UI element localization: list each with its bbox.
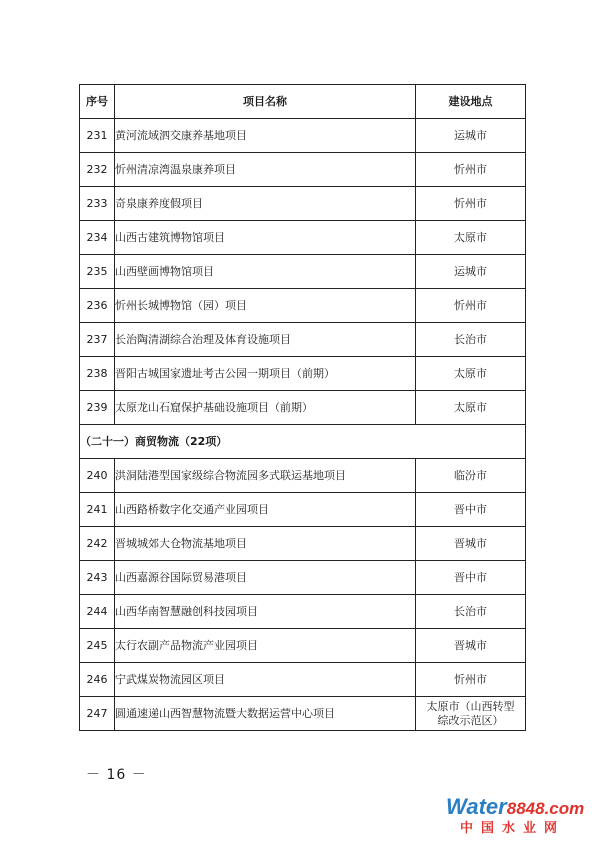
row-num: 247 — [80, 697, 115, 731]
table-body-a — [80, 119, 526, 425]
row-name: 洪洞陆港型国家级综合物流园多式联运基地项目 — [115, 459, 416, 493]
row-location: 运城市 — [416, 255, 526, 289]
row-location: 长治市 — [416, 595, 526, 629]
row-name: 太行农副产品物流产业园项目 — [115, 629, 416, 663]
row-location: 晋中市 — [416, 493, 526, 527]
project-table — [79, 84, 526, 731]
table-row — [80, 153, 526, 187]
watermark-brand-suffix: .com — [544, 799, 585, 818]
table-row — [80, 391, 526, 425]
row-name: 山西路桥数字化交通产业园项目 — [115, 493, 416, 527]
row-location: 临汾市 — [416, 459, 526, 493]
row-location: 运城市 — [416, 119, 526, 153]
table-header-row — [80, 85, 526, 119]
row-location: 忻州市 — [416, 289, 526, 323]
watermark-logo — [446, 796, 586, 842]
row-num: 243 — [80, 561, 115, 595]
table-row — [80, 323, 526, 357]
row-num: 244 — [80, 595, 115, 629]
row-name: 山西华南智慧融创科技园项目 — [115, 595, 416, 629]
row-num: 239 — [80, 391, 115, 425]
row-name: 忻州清凉湾温泉康养项目 — [115, 153, 416, 187]
section-body — [80, 425, 526, 459]
row-num: 232 — [80, 153, 115, 187]
row-name: 长治陶清湖综合治理及体育设施项目 — [115, 323, 416, 357]
table-row — [80, 527, 526, 561]
table-row — [80, 663, 526, 697]
table-row — [80, 255, 526, 289]
row-location: 晋中市 — [416, 561, 526, 595]
row-num: 240 — [80, 459, 115, 493]
row-num: 242 — [80, 527, 115, 561]
section-title: （二十一）商贸物流（22项） — [80, 425, 526, 459]
header-name: 项目名称 — [115, 85, 416, 119]
table-row — [80, 561, 526, 595]
header-location: 建设地点 — [416, 85, 526, 119]
table-row — [80, 595, 526, 629]
page-number: － 16 － — [86, 767, 147, 783]
row-location-line2: 综改示范区） — [437, 713, 504, 727]
header-num: 序号 — [80, 85, 115, 119]
row-location: 晋城市 — [416, 629, 526, 663]
row-name: 奇泉康养度假项目 — [115, 187, 416, 221]
row-num: 238 — [80, 357, 115, 391]
row-location: 忻州市 — [416, 187, 526, 221]
table-row — [80, 459, 526, 493]
section-row — [80, 425, 526, 459]
row-name: 山西古建筑博物馆项目 — [115, 221, 416, 255]
row-location: 太原市 — [416, 221, 526, 255]
last-body — [80, 697, 526, 731]
table-row — [80, 187, 526, 221]
table-body-b — [80, 459, 526, 697]
row-name: 山西壁画博物馆项目 — [115, 255, 416, 289]
table-row — [80, 289, 526, 323]
watermark-cn-name: 中国水业网 — [460, 821, 566, 836]
row-location: 太原市 — [416, 391, 526, 425]
row-location-line1: 太原市（山西转型 — [426, 699, 515, 713]
row-location: 太原市 — [416, 357, 526, 391]
row-location: 忻州市 — [416, 153, 526, 187]
row-location: 晋城市 — [416, 527, 526, 561]
row-name: 山西嘉源谷国际贸易港项目 — [115, 561, 416, 595]
row-name: 晋阳古城国家遗址考古公园一期项目（前期） — [115, 357, 416, 391]
row-name: 圆通速递山西智慧物流暨大数据运营中心项目 — [115, 697, 416, 731]
row-name: 晋城城郊大仓物流基地项目 — [115, 527, 416, 561]
row-name: 太原龙山石窟保护基础设施项目（前期） — [115, 391, 416, 425]
table-row — [80, 357, 526, 391]
watermark-brand-num: 8848 — [506, 799, 545, 818]
row-num: 236 — [80, 289, 115, 323]
table-row — [80, 697, 526, 731]
row-name: 黄河流域泗交康养基地项目 — [115, 119, 416, 153]
row-num: 235 — [80, 255, 115, 289]
row-num: 233 — [80, 187, 115, 221]
row-num: 237 — [80, 323, 115, 357]
table-row — [80, 119, 526, 153]
row-num: 234 — [80, 221, 115, 255]
row-num: 245 — [80, 629, 115, 663]
row-name: 忻州长城博物馆（园）项目 — [115, 289, 416, 323]
row-location: 长治市 — [416, 323, 526, 357]
table-row — [80, 629, 526, 663]
watermark-brand-main: Water — [446, 794, 507, 819]
watermark-brand — [446, 796, 584, 820]
row-num: 231 — [80, 119, 115, 153]
row-num: 241 — [80, 493, 115, 527]
row-location: 忻州市 — [416, 663, 526, 697]
row-num: 246 — [80, 663, 115, 697]
row-name: 宁武煤炭物流园区项目 — [115, 663, 416, 697]
table-row — [80, 221, 526, 255]
table-row — [80, 493, 526, 527]
row-location — [416, 697, 526, 731]
